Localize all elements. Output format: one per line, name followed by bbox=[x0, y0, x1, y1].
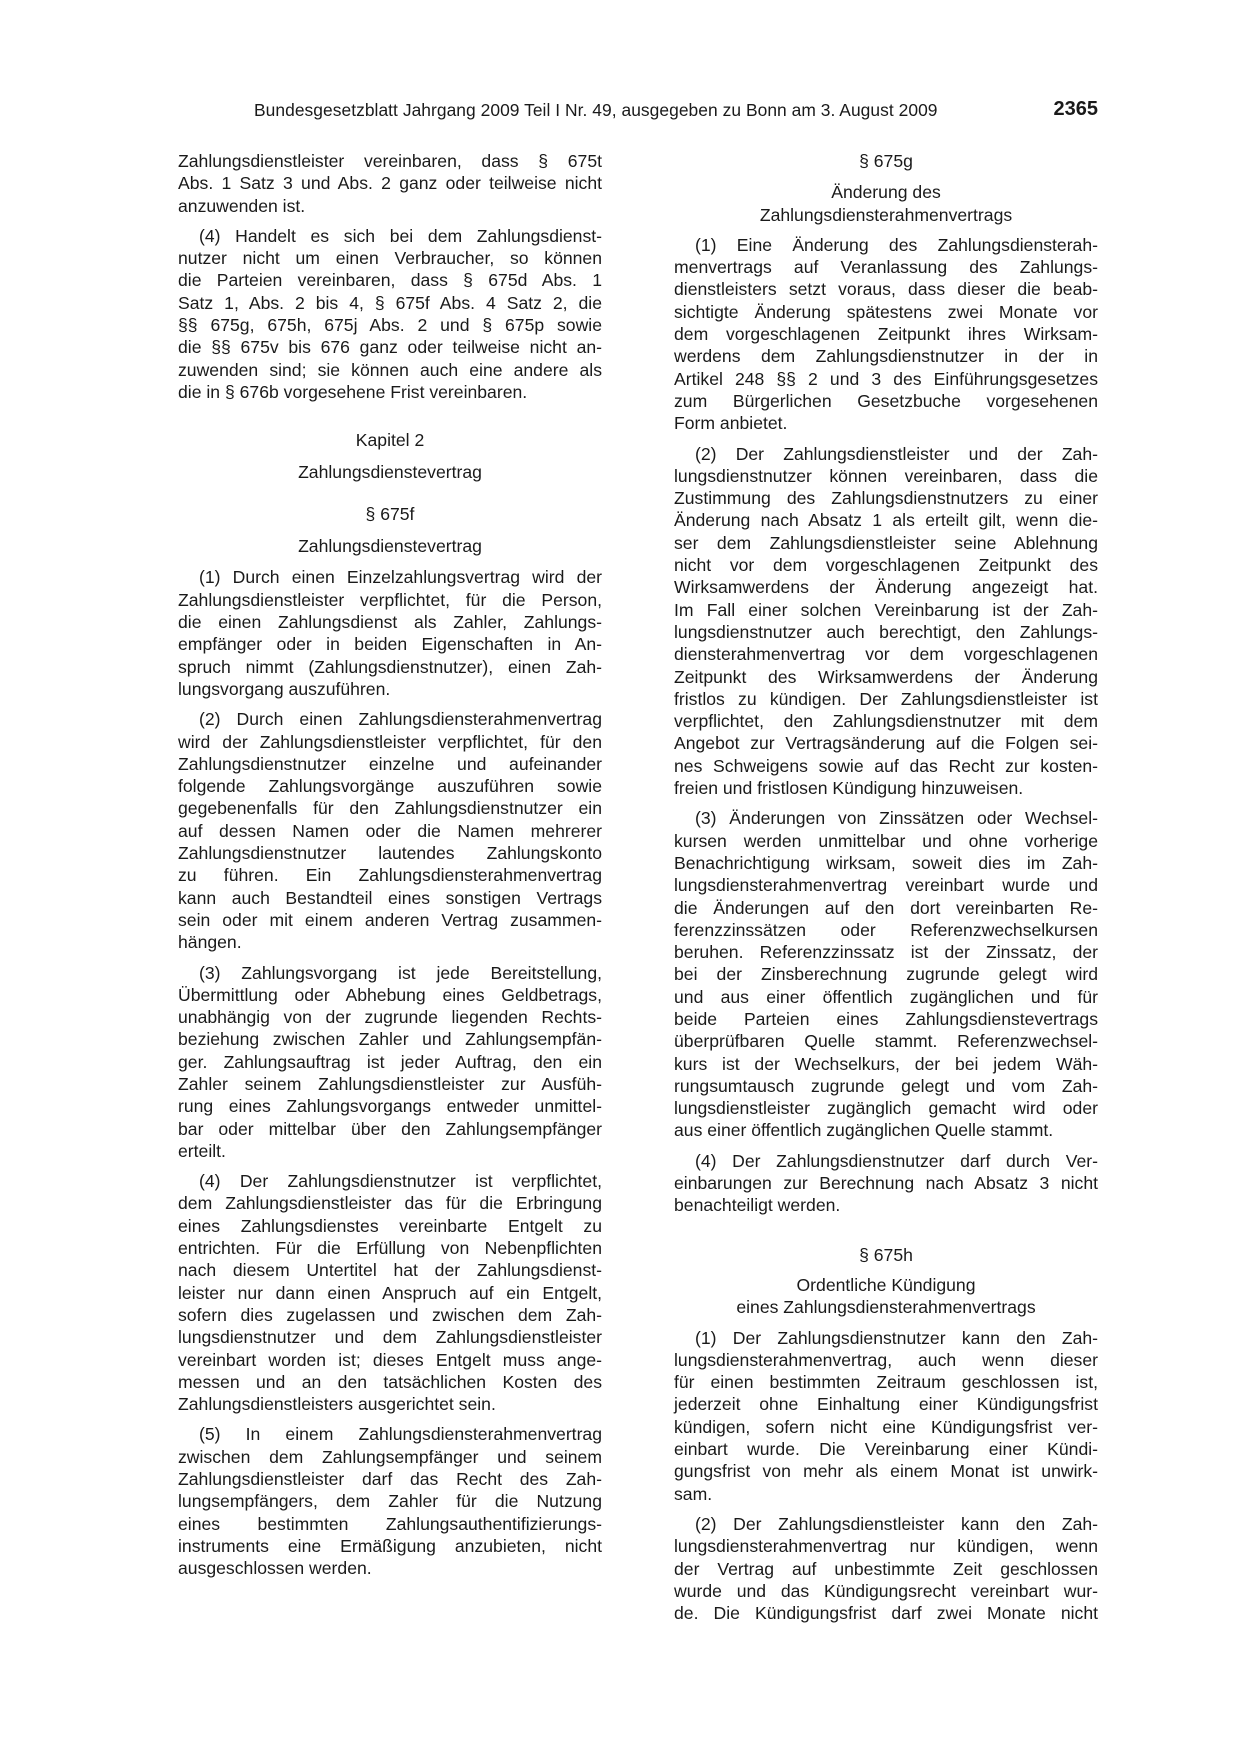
text-line: sam. bbox=[674, 1483, 713, 1504]
text-line: Form anbietet. bbox=[674, 413, 788, 434]
text-line: §§ 675g, 675h, 675j Abs. 2 und § 675p sowie bbox=[178, 315, 602, 336]
section-number: § 675g bbox=[859, 151, 913, 171]
text-line: die in § 676b vorgesehene Frist vereinbaren. bbox=[178, 381, 528, 402]
paragraph bbox=[178, 962, 602, 1163]
text-line: die §§ 675v bis 676 ganz oder teilweise nicht an- bbox=[178, 337, 602, 358]
text-line: lungsdienstnutzer und dem Zahlungsdienstleister bbox=[178, 1327, 602, 1348]
text-line: erteilt. bbox=[178, 1140, 226, 1161]
text-line: beruhen. Referenzzinssatz ist der Zinssatz, der bbox=[674, 942, 1098, 963]
text-line: Im Fall einer solchen Vereinbarung ist der Zah- bbox=[674, 599, 1098, 620]
text-line: instruments eine Ermäßigung anzubieten, nicht bbox=[178, 1535, 602, 1556]
paragraph bbox=[674, 234, 1098, 435]
text-line: sofern dies zugelassen und zwischen dem Zah- bbox=[178, 1304, 602, 1325]
text-line: zuwenden sind; sie können auch eine andere als bbox=[178, 359, 602, 380]
paragraph bbox=[674, 1150, 1098, 1217]
text-line: benachteiligt werden. bbox=[674, 1195, 841, 1216]
text-line: (5) In einem Zahlungsdiensterahmenvertrag bbox=[199, 1424, 602, 1445]
text-line: kursen werden unmittelbar und ohne vorherige bbox=[674, 830, 1098, 851]
paragraph bbox=[674, 443, 1098, 800]
text-line: gungsfrist von mehr als einem Monat ist unwirk- bbox=[674, 1461, 1098, 1482]
text-line: die Änderungen auf den dort vereinbarten Re- bbox=[674, 897, 1098, 918]
text-line: nutzer nicht um einen Verbraucher, so können bbox=[178, 248, 602, 269]
text-line: sichtigte Änderung spätestens zwei Monate vor bbox=[674, 301, 1098, 322]
text-line: Artikel 248 §§ 2 und 3 des Einführungsgesetzes bbox=[674, 368, 1098, 389]
text-line: bar oder mittelbar über den Zahlungsempfänger bbox=[178, 1118, 602, 1139]
section-number: § 675h bbox=[859, 1244, 913, 1265]
paragraph bbox=[674, 1327, 1098, 1505]
text-line: Wirksamwerdens der Änderung angezeigt hat. bbox=[674, 577, 1098, 598]
text-line: für einen bestimmten Zeitraum geschlossen ist, bbox=[674, 1372, 1098, 1393]
text-line: (1) Der Zahlungsdienstnutzer kann den Zah- bbox=[695, 1327, 1098, 1348]
text-line: unabhängig von der zugrunde liegenden Rechts- bbox=[178, 1007, 602, 1028]
text-line: (4) Der Zahlungsdienstnutzer darf durch Ver- bbox=[695, 1150, 1098, 1171]
text-line: leister nur dann einen Anspruch auf ein Entgelt, bbox=[178, 1282, 602, 1303]
section-title: eines Zahlungsdiensterahmenvertrags bbox=[736, 1297, 1036, 1318]
text-line: lungsdiensterahmenvertrag nur kündigen, wenn bbox=[674, 1536, 1098, 1557]
section-number: § 675f bbox=[365, 503, 415, 524]
text-line: lungsdienstnutzer können vereinbaren, dass die bbox=[674, 465, 1098, 486]
text-line: rungsumtausch zugrunde gelegt und vom Zah- bbox=[674, 1075, 1098, 1096]
text-line: auf dessen Namen oder die Namen mehrerer bbox=[178, 820, 602, 841]
text-line: Abs. 1 Satz 3 und Abs. 2 ganz oder teilweise nicht bbox=[178, 173, 602, 194]
text-line: lungsdiensterahmenvertrag, auch wenn dieser bbox=[674, 1349, 1098, 1370]
text-line: freien und fristlosen Kündigung hinzuweisen. bbox=[674, 778, 1024, 799]
right-column bbox=[674, 150, 1098, 1624]
text-line: aus einer öffentlich zugänglichen Quelle stammt. bbox=[674, 1120, 1054, 1141]
text-line: (2) Durch einen Zahlungsdiensterahmenvertrag bbox=[199, 709, 602, 730]
text-line: dem vorgeschlagenen Zeitpunkt ihres Wirksam- bbox=[674, 324, 1098, 345]
text-line: jederzeit ohne Einhaltung einer Kündigungsfrist bbox=[674, 1394, 1098, 1415]
text-line: zu führen. Ein Zahlungsdiensterahmenvertrag bbox=[178, 865, 602, 886]
text-line: (4) Handelt es sich bei dem Zahlungsdienst- bbox=[199, 225, 602, 246]
text-line: Zahler seinem Zahlungsdienstleister zur Ausfüh- bbox=[178, 1073, 602, 1094]
text-line: lungsdiensterahmenvertrag vereinbart wurde und bbox=[674, 875, 1098, 896]
text-line: nicht vor dem vorgeschlagenen Zeitpunkt des bbox=[674, 555, 1098, 576]
text-line: Zahlungsdienstleisters ausgerichtet sein. bbox=[178, 1394, 496, 1415]
text-line: Übermittlung oder Abhebung eines Geldbetrags, bbox=[178, 984, 602, 1005]
text-line: wurde und das Kündigungsrecht vereinbart wur- bbox=[674, 1580, 1098, 1601]
paragraph bbox=[178, 1170, 602, 1415]
text-line: einbarungen zur Berechnung nach Absatz 3 nicht bbox=[674, 1173, 1098, 1194]
section-title: Ordentliche Kündigung bbox=[796, 1274, 976, 1295]
page-header bbox=[178, 98, 1098, 124]
paragraph bbox=[178, 225, 602, 403]
paragraph bbox=[178, 708, 602, 953]
section-title: Zahlungsdienstevertrag bbox=[298, 536, 482, 557]
text-line: ser dem Zahlungsdienstleister seine Ablehnung bbox=[674, 532, 1098, 553]
paragraph bbox=[178, 566, 602, 700]
page-number: 2365 bbox=[1053, 98, 1098, 120]
text-line: Zahlungsdienstleister verpflichtet, für die Person, bbox=[178, 589, 602, 610]
text-line: nes Schweigens sowie auf das Recht zur kosten- bbox=[674, 755, 1098, 776]
text-line: menvertrags auf Veranlassung des Zahlungs- bbox=[674, 257, 1098, 278]
text-line: bei der Zinsberechnung zugrunde gelegt wird bbox=[674, 964, 1098, 985]
text-line: die einen Zahlungsdienst als Zahler, Zahlungs- bbox=[178, 612, 602, 633]
text-line: Zustimmung des Zahlungsdienstnutzers zu einer bbox=[674, 488, 1098, 509]
text-line: Zahlungsdienstleister vereinbaren, dass § 675t bbox=[178, 151, 602, 171]
text-line: einbart wurde. Die Vereinbarung einer Kündi- bbox=[674, 1439, 1098, 1460]
text-line: kann auch Bestandteil eines sonstigen Vertrags bbox=[178, 887, 602, 908]
text-line: Zahlungsdienstnutzer einzelne und aufeinander bbox=[178, 753, 602, 774]
text-line: Zeitpunkt des Wirksamwerdens der Änderung bbox=[674, 666, 1098, 687]
text-line: gegebenenfalls für den Zahlungsdienstnutzer ein bbox=[178, 798, 602, 819]
text-line: ger. Zahlungsauftrag ist jeder Auftrag, den ein bbox=[178, 1051, 602, 1072]
text-line: dienstleisters setzt voraus, dass dieser die beab- bbox=[674, 279, 1098, 300]
text-line: Satz 1, Abs. 2 bis 4, § 675f Abs. 4 Satz 2, die bbox=[178, 292, 602, 313]
text-line: Änderung nach Absatz 1 als erteilt gilt, wenn die- bbox=[674, 510, 1098, 531]
paragraph bbox=[674, 807, 1098, 1141]
text-line: fristlos zu kündigen. Der Zahlungsdienstleister ist bbox=[674, 688, 1098, 709]
text-line: und aus einer öffentlich zugänglichen und für bbox=[674, 986, 1098, 1007]
text-line: sein oder mit einem anderen Vertrag zusammen- bbox=[178, 909, 602, 930]
text-line: dem Zahlungsdienstleister das für die Erbringung bbox=[178, 1193, 602, 1214]
text-line: hängen. bbox=[178, 932, 242, 953]
text-line: beide Parteien eines Zahlungsdienstevertrags bbox=[674, 1008, 1098, 1029]
text-line: rung eines Zahlungsvorgangs entweder unmittel- bbox=[178, 1096, 602, 1117]
text-line: (3) Änderungen von Zinssätzen oder Wechsel- bbox=[695, 808, 1098, 829]
text-line: der Vertrag auf unbestimmte Zeit geschlossen bbox=[674, 1558, 1098, 1579]
text-line: (1) Eine Änderung des Zahlungsdiensterah- bbox=[695, 234, 1098, 255]
text-line: nach diesem Untertitel hat der Zahlungsdienst- bbox=[178, 1260, 602, 1281]
section-title: Zahlungsdiensterahmenvertrags bbox=[759, 204, 1013, 225]
text-line: eines Zahlungsdienstes vereinbarte Entgelt zu bbox=[178, 1215, 602, 1236]
text-line: spruch nimmt (Zahlungsdienstnutzer), einen Zah- bbox=[178, 656, 602, 677]
text-line: ferenzzinssätzen oder Referenzwechselkursen bbox=[674, 919, 1098, 940]
text-line: zwischen dem Zahlungsempfänger und seinem bbox=[178, 1446, 602, 1467]
text-line: überprüfbaren Quelle stammt. Referenzwechsel- bbox=[674, 1031, 1098, 1052]
text-line: lungsdienstnutzer auch berechtigt, den Zahlungs- bbox=[674, 621, 1098, 642]
chapter-title: Zahlungsdienstevertrag bbox=[298, 461, 482, 482]
text-line: folgende Zahlungsvorgänge auszuführen sowie bbox=[178, 776, 602, 797]
paragraph bbox=[178, 1423, 602, 1579]
text-line: lungsempfängers, dem Zahler für die Nutzung bbox=[178, 1491, 602, 1512]
text-line: anzuwenden ist. bbox=[178, 195, 306, 216]
text-line: de. Die Kündigungsfrist darf zwei Monate nicht bbox=[674, 1603, 1098, 1624]
paragraph bbox=[674, 1513, 1098, 1624]
text-line: empfänger oder in beiden Eigenschaften in An- bbox=[178, 634, 602, 655]
text-line: (3) Zahlungsvorgang ist jede Bereitstellung, bbox=[199, 962, 602, 983]
text-line: Benachrichtigung wirksam, soweit dies im Zah- bbox=[674, 852, 1098, 873]
text-line: Angebot zur Vertragsänderung auf die Folgen sei- bbox=[674, 733, 1098, 754]
text-line: eines bestimmten Zahlungsauthentifizierungs- bbox=[178, 1513, 602, 1534]
text-line: Zahlungsdienstleister darf das Recht des Zah- bbox=[178, 1469, 602, 1490]
text-line: kurs ist der Wechselkurs, der bei jedem Wäh- bbox=[674, 1053, 1098, 1074]
text-line: entrichten. Für die Erfüllung von Nebenpflichten bbox=[178, 1238, 602, 1259]
text-line: die Parteien vereinbaren, dass § 675d Abs. 1 bbox=[178, 270, 602, 291]
text-line: Zahlungsdienstnutzer lautendes Zahlungskonto bbox=[178, 843, 602, 864]
text-line: beziehung zwischen Zahler und Zahlungsempfän- bbox=[178, 1029, 602, 1050]
text-line: ausgeschlossen werden. bbox=[178, 1558, 372, 1579]
text-line: verpflichtet, den Zahlungsdienstnutzer mit dem bbox=[674, 711, 1098, 732]
text-line: werdens dem Zahlungsdienstnutzer in der in bbox=[674, 346, 1098, 367]
text-line: wird der Zahlungsdienstleister verpflichtet, für den bbox=[178, 731, 602, 752]
text-line: vereinbart worden ist; dieses Entgelt muss ange- bbox=[178, 1349, 602, 1370]
section-title: Änderung des bbox=[831, 182, 941, 203]
text-line: zum Bürgerlichen Gesetzbuche vorgesehenen bbox=[674, 390, 1098, 411]
left-column bbox=[178, 150, 602, 1580]
text-line: (4) Der Zahlungsdienstnutzer ist verpflichtet, bbox=[199, 1171, 602, 1192]
text-line: lungsvorgang auszuführen. bbox=[178, 678, 391, 699]
text-line: (2) Der Zahlungsdienstleister kann den Zah- bbox=[695, 1513, 1098, 1534]
paragraph bbox=[178, 150, 602, 217]
text-line: lungsdienstleister zugänglich gemacht wird oder bbox=[674, 1098, 1098, 1119]
gazette-header-title: Bundesgesetzblatt Jahrgang 2009 Teil I Nr. 49, ausgegeben zu Bonn am 3. August 2009 bbox=[254, 100, 938, 120]
text-line: kündigen, sofern nicht eine Kündigungsfrist ver- bbox=[674, 1416, 1098, 1437]
text-line: (1) Durch einen Einzelzahlungsvertrag wird der bbox=[199, 567, 602, 588]
text-line: messen und an den tatsächlichen Kosten des bbox=[178, 1371, 602, 1392]
text-line: (2) Der Zahlungsdienstleister und der Zah- bbox=[695, 443, 1098, 464]
text-line: diensterahmenvertrag vor dem vorgeschlagenen bbox=[674, 644, 1098, 665]
chapter-label: Kapitel 2 bbox=[355, 430, 425, 451]
